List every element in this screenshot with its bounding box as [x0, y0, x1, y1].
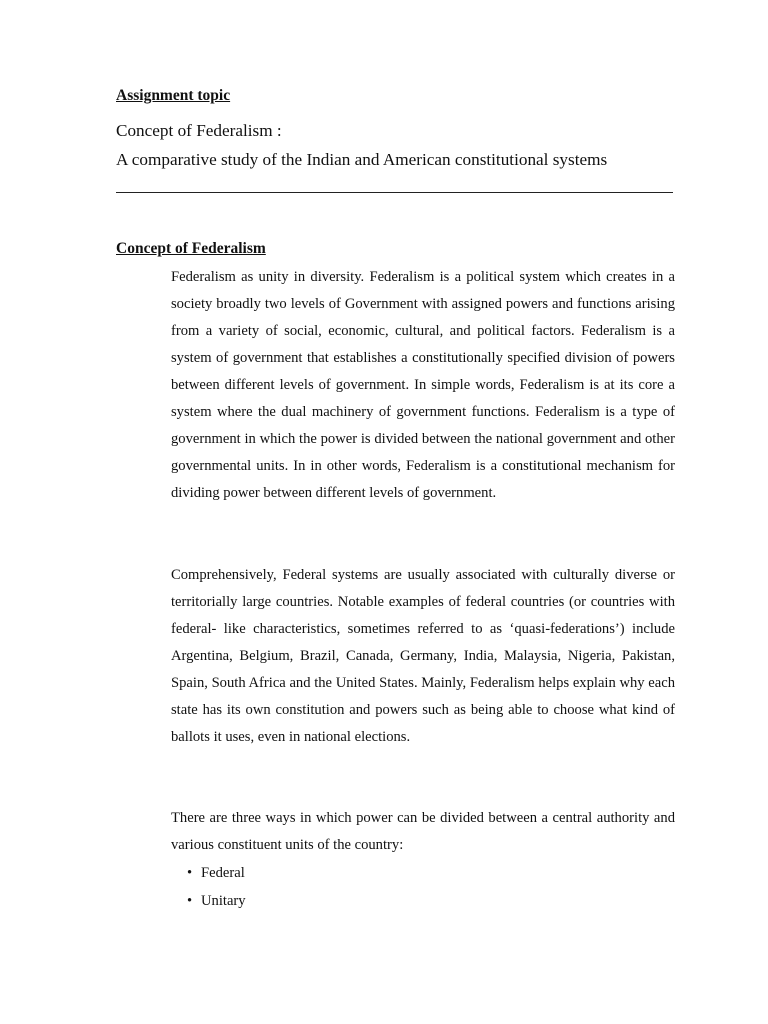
paragraph-power-division: There are three ways in which power can be divided between a central authority and various constituent units of the country:: [171, 810, 675, 853]
bullet-icon: •: [187, 893, 193, 909]
list-item-label: Federal: [201, 865, 245, 881]
paragraph-definition: Federalism as unity in diversity. Federalism is a political system which creates in a society broadly two levels of Government with assigned powers and functions arising from a variety of social, economic, cultural, and political factors. Federalism is a system of government that establishes a constitutionally specified division of powers between different levels of government. In simple words, Federalism is at its core a system where the dual machinery of government functions. Federalism is a type of government in which the power is divided between the national government and other governmental units. In in other words, Federalism is a constitutional mechanism for dividing power between different levels of government.: [171, 269, 675, 501]
bullet-list: [187, 859, 246, 915]
title-line-2: A comparative study of the Indian and American constitutional systems: [116, 150, 608, 169]
assignment-topic-heading: Assignment topic: [116, 87, 231, 104]
section-heading: Concept of Federalism: [116, 240, 266, 257]
list-item: [187, 887, 246, 915]
paragraph-examples: Comprehensively, Federal systems are usually associated with culturally diverse or territorially large countries. Notable examples of federal countries (or countries with federal- like characteristics, sometimes referred to as ‘quasi-federations’) include Argentina, Belgium, Brazil, Canada, Germany, India, Malaysia, Nigeria, Pakistan, Spain, South Africa and the United States. Mainly, Federalism helps explain why each state has its own constitution and powers such as being able to choose what kind of ballots it uses, even in national elections.: [171, 567, 675, 745]
list-item-label: Unitary: [201, 893, 246, 909]
title-line-1: Concept of Federalism :: [116, 121, 282, 140]
list-item: [187, 859, 246, 887]
bullet-icon: •: [187, 865, 193, 881]
horizontal-rule: [116, 192, 673, 193]
